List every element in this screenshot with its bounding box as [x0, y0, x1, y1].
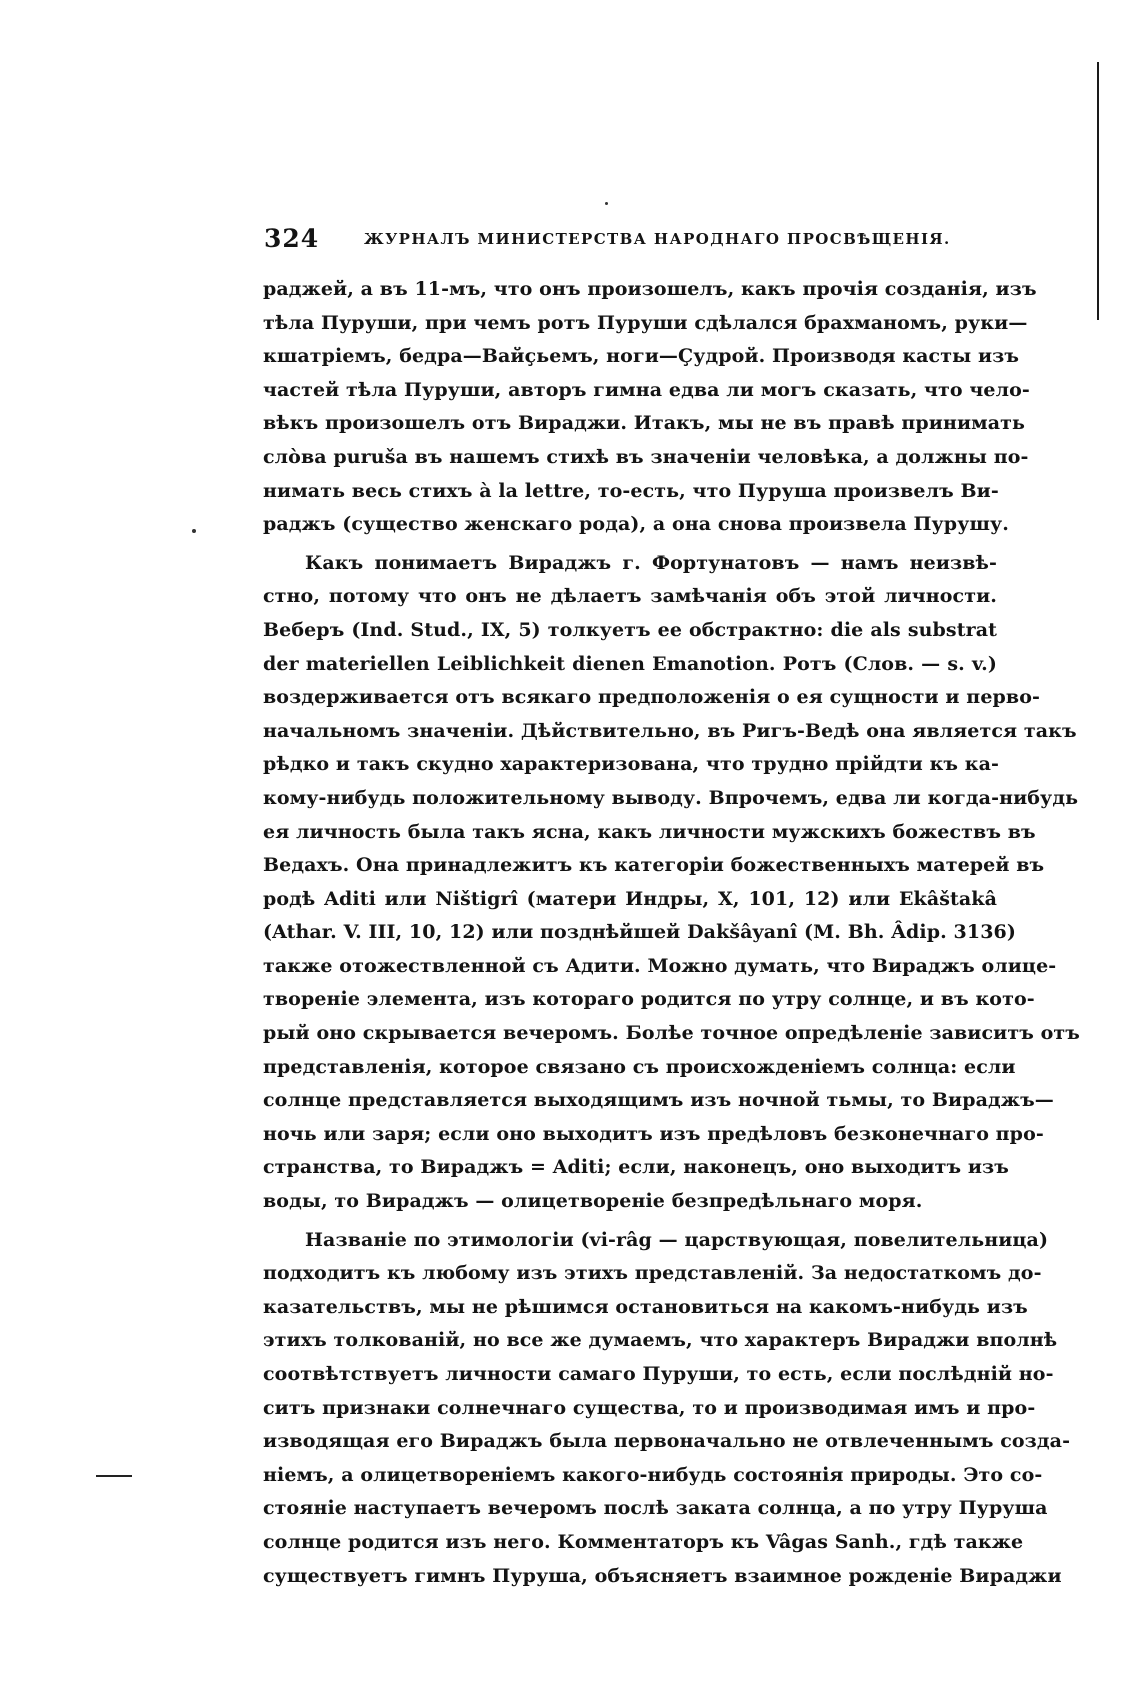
- text-line: Ведахъ. Она принадлежитъ къ категоріи божественныхъ матерей въ: [263, 854, 1045, 877]
- body-text: [263, 273, 1080, 1598]
- text-line: воды, то Вираджъ — олицетвореніе безпредѣльнаго моря.: [263, 1190, 923, 1213]
- text-line: тѣла Пуруши, при чемъ ротъ Пуруши сдѣлался брахманомъ, руки—: [263, 311, 1028, 334]
- text-line: кому-нибудь положительному выводу. Впрочемъ, едва ли когда-нибудь: [263, 786, 1079, 809]
- text-line: раджей, а въ 11-мъ, что онъ произошелъ, какъ прочія созданія, изъ: [263, 278, 1037, 300]
- text-line: этихъ толкованій, но все же думаемъ, что характеръ Вираджи вполнѣ: [263, 1329, 1058, 1352]
- text-line: der materiellen Leiblichkeit dienen Emanotion. Ротъ (Слов. — s. v.): [263, 652, 997, 675]
- text-line: Названіе по этимологіи (vi-râg — царствующая, повелительница): [305, 1228, 1049, 1251]
- text-line: ея личность была такъ ясна, какъ личности мужскихъ божествъ въ: [263, 820, 1036, 843]
- margin-dash: [96, 1475, 132, 1477]
- text-line: солнце представляется выходящимъ изъ ночной тьмы, то Вираджъ—: [263, 1089, 1054, 1112]
- text-line: начальномъ значеніи. Дѣйствительно, въ Ригъ-Ведѣ она является такъ: [263, 719, 1077, 742]
- text-line: нимать весь стихъ à la lettre, то-есть, что Пуруша произвелъ Ви-: [263, 479, 999, 502]
- text-line: родѣ Aditi или Ništigrî (матери Индры, X, 101, 12) или Ekâštakâ: [263, 887, 997, 910]
- text-line: раджъ (существо женскаго рода), а она снова произвела Пурушу.: [263, 513, 1009, 536]
- text-line: представленія, которое связано съ происхожденіемъ солнца: если: [263, 1055, 1016, 1078]
- paragraph: [263, 547, 1080, 1219]
- scan-speck: [605, 202, 608, 205]
- paragraph: [263, 1224, 1071, 1594]
- scan-speck: [192, 529, 196, 533]
- text-line: (Athar. V. III, 10, 12) или позднѣйшей Dakšâyanî (M. Bh. Âdip. 3136): [263, 921, 1016, 944]
- text-line: воздерживается отъ всякаго предположенія о ея сущности и перво-: [263, 686, 1040, 709]
- text-line: стно, потому что онъ не дѣлаетъ замѣчанія объ этой личности.: [263, 585, 997, 608]
- text-line: Какъ понимаетъ Вираджъ г. Фортунатовъ — намъ неизвѣ-: [305, 551, 997, 574]
- running-head: [264, 224, 994, 258]
- text-line: ночь или заря; если оно выходитъ изъ предѣловъ безконечнаго про-: [263, 1122, 1044, 1145]
- text-line: твореніе элемента, изъ котораго родится по утру солнце, и въ кото-: [263, 988, 1035, 1011]
- text-line: вѣкъ произошелъ отъ Вираджи. Итакъ, мы не въ правѣ принимать: [263, 412, 1026, 435]
- margin-rule: [1097, 62, 1099, 320]
- text-line: соотвѣтствуетъ личности самаго Пуруши, то есть, если послѣдній но-: [263, 1363, 1054, 1385]
- text-line: солнце родится изъ него. Комментаторъ къ Vâgas Sanh., гдѣ также: [263, 1530, 1024, 1553]
- text-line: кшатріемъ, бедра—Вайçьемъ, ноги—Çудрой. Производя касты изъ: [263, 345, 1020, 368]
- text-line: стояніе наступаетъ вечеромъ послѣ заката солнца, а по утру Пуруша: [263, 1497, 1048, 1520]
- page-number: 324: [264, 224, 320, 253]
- journal-title: ЖУРНАЛЪ МИНИСТЕРСТВА НАРОДНАГО ПРОСВѢЩЕНІЯ.: [364, 230, 951, 248]
- text-line: изводящая его Вираджъ была первоначально не отвлеченнымъ созда-: [263, 1430, 1071, 1453]
- text-line: ніемъ, а олицетвореніемъ какого-нибудь состоянія природы. Это со-: [263, 1463, 1043, 1486]
- text-line: подходитъ къ любому изъ этихъ представленій. За недостаткомъ до-: [263, 1262, 1042, 1285]
- text-line: слòва puruša въ нашемъ стихѣ въ значеніи человѣка, а должны по-: [263, 445, 1029, 468]
- text-line: ситъ признаки солнечнаго существа, то и производимая имъ и про-: [263, 1396, 1036, 1419]
- text-line: странства, то Вираджъ = Aditi; если, наконецъ, оно выходитъ изъ: [263, 1156, 1009, 1179]
- text-line: также отожествленной съ Адити. Можно думать, что Вираджъ олице-: [263, 954, 1057, 977]
- text-line: существуетъ гимнъ Пуруша, объясняетъ взаимное рожденіе Вираджи: [263, 1564, 1062, 1587]
- text-line: Веберъ (Ind. Stud., IX, 5) толкуетъ ее обстрактно: die als substrat: [263, 618, 997, 641]
- text-line: рѣдко и такъ скудно характеризована, что трудно прійдти къ ка-: [263, 753, 1000, 776]
- paragraph: [263, 273, 1037, 542]
- text-line: рый оно скрывается вечеромъ. Болѣе точное опредѣленіе зависитъ отъ: [263, 1022, 1080, 1045]
- text-line: казательствъ, мы не рѣшимся остановиться на какомъ-нибудь изъ: [263, 1295, 1028, 1318]
- text-line: частей тѣла Пуруши, авторъ гимна едва ли могъ сказать, что чело-: [263, 378, 1030, 401]
